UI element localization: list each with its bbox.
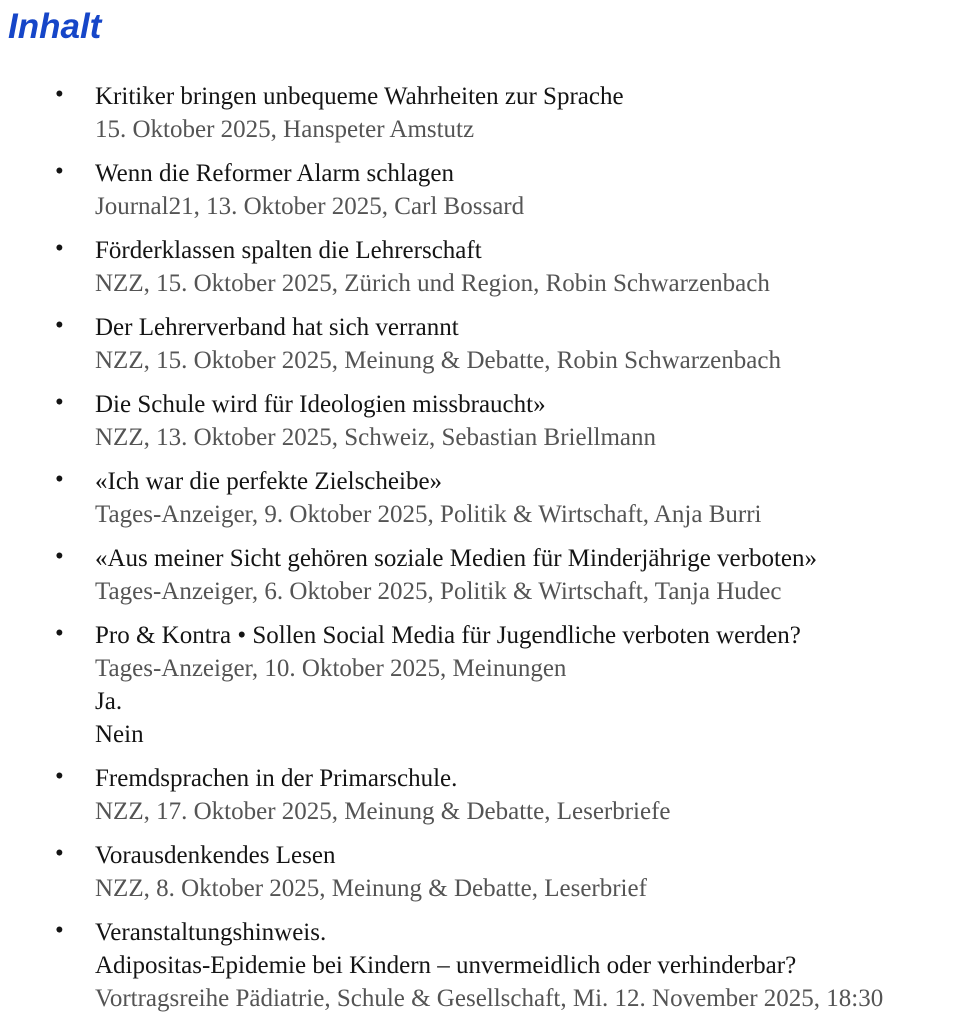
bullet-icon: • [55,235,64,262]
bullet-icon: • [55,543,64,570]
toc-item-meta: NZZ, 8. Oktober 2025, Meinung & Debatte, Leserbrief [95,875,647,902]
toc-item-title: Adipositas-Epidemie bei Kindern – unvermeidlich oder verhinderbar? [95,952,797,979]
bullet-icon: • [55,763,64,790]
toc-item-lines [95,157,959,223]
toc-item [8,762,959,828]
toc-item-meta: Tages-Anzeiger, 9. Oktober 2025, Politik & Wirtschaft, Anja Burri [95,501,762,528]
toc-item [8,839,959,905]
toc-item-lines [95,542,959,608]
toc-item [8,619,959,751]
bullet-icon: • [55,81,64,108]
toc-item-meta: NZZ, 15. Oktober 2025, Meinung & Debatte, Robin Schwarzenbach [95,347,781,374]
toc-item-lines [95,839,959,905]
toc-item-lines [95,465,959,531]
toc-item-title: Der Lehrerverband hat sich verrannt [95,314,459,341]
toc-item-title: «Ich war die perfekte Zielscheibe» [95,468,443,495]
bullet-icon: • [55,312,64,339]
toc-item-title: Fremdsprachen in der Primarschule. [95,765,458,792]
bullet-icon: • [55,917,64,944]
toc-item-lines [95,619,959,751]
toc-list [8,80,959,1015]
toc-item-title: Die Schule wird für Ideologien missbraucht» [95,391,546,418]
page-title: Inhalt [8,7,102,46]
bullet-icon: • [55,840,64,867]
toc-item-lines [95,916,959,1015]
toc-item-meta: NZZ, 13. Oktober 2025, Schweiz, Sebastian Briellmann [95,424,656,451]
toc-item-title: Förderklassen spalten die Lehrerschaft [95,237,482,264]
toc-item-lines [95,311,959,377]
bullet-icon: • [55,466,64,493]
toc-item-meta: Tages-Anzeiger, 10. Oktober 2025, Meinungen [95,655,567,682]
toc-item [8,311,959,377]
toc-item [8,388,959,454]
toc-item [8,80,959,146]
toc-item-meta: NZZ, 15. Oktober 2025, Zürich und Region, Robin Schwarzenbach [95,270,770,297]
toc-item-title: Nein [95,721,144,748]
toc-item-lines [95,388,959,454]
toc-item [8,157,959,223]
toc-item-title: Vorausdenkendes Lesen [95,842,336,869]
toc-item-meta: NZZ, 17. Oktober 2025, Meinung & Debatte, Leserbriefe [95,798,671,825]
toc-item-meta: Vortragsreihe Pädiatrie, Schule & Gesellschaft, Mi. 12. November 2025, 18:30 [95,985,884,1012]
bullet-icon: • [55,158,64,185]
toc-item-title: «Aus meiner Sicht gehören soziale Medien für Minderjährige verboten» [95,545,817,572]
toc-item-title: Kritiker bringen unbequeme Wahrheiten zur Sprache [95,83,624,110]
toc-item-meta: Tages-Anzeiger, 6. Oktober 2025, Politik & Wirtschaft, Tanja Hudec [95,578,782,605]
toc-item-lines [95,762,959,828]
toc-item-title: Veranstaltungshinweis. [95,919,327,946]
toc-item-title: Pro & Kontra • Sollen Social Media für Jugendliche verboten werden? [95,622,801,649]
toc-item-meta: Journal21, 13. Oktober 2025, Carl Bossard [95,193,525,220]
toc-item-meta: 15. Oktober 2025, Hanspeter Amstutz [95,116,475,143]
toc-item [8,234,959,300]
toc-item-title: Wenn die Reformer Alarm schlagen [95,160,454,187]
toc-item-lines [95,80,959,146]
toc-item-title: Ja. [95,688,123,715]
toc-item [8,916,959,1015]
bullet-icon: • [55,620,64,647]
toc-item [8,465,959,531]
toc-item [8,542,959,608]
bullet-icon: • [55,389,64,416]
toc-item-lines [95,234,959,300]
